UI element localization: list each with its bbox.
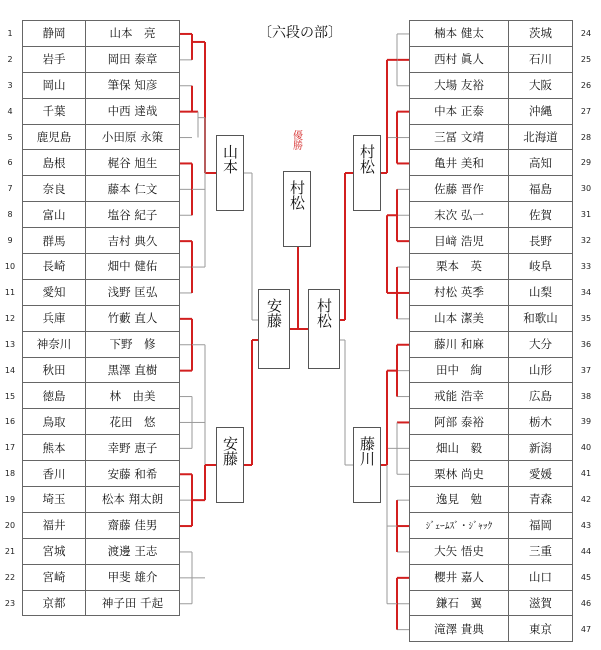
left-entry-pref: 岩手 <box>23 46 86 72</box>
left-entry-name: 中西 達哉 <box>86 98 180 124</box>
left-entry-name: 畑中 健佑 <box>86 254 180 280</box>
left-entry-name: 梶谷 旭生 <box>86 150 180 176</box>
left-seed-number: 7 <box>7 184 13 194</box>
left-entry-pref: 熊本 <box>23 435 86 461</box>
left-entry-pref: 奈良 <box>23 176 86 202</box>
left-entry-pref: 兵庫 <box>23 305 86 331</box>
right-seed-number: 33 <box>580 262 592 272</box>
left-entry-name: 塩谷 紀子 <box>86 202 180 228</box>
left-seed-number: 4 <box>7 106 13 116</box>
right-seed-number: 31 <box>580 210 592 220</box>
right-seed-number: 29 <box>580 158 592 168</box>
left-entry-name: 小田原 永策 <box>86 124 180 150</box>
right-seed-number: 24 <box>580 28 592 38</box>
left-lower-winner-box <box>216 427 244 503</box>
right-seed-number: 25 <box>580 54 592 64</box>
left-entry-pref: 千葉 <box>23 98 86 124</box>
right-entry-pref: 長野 <box>509 228 573 254</box>
right-entry-pref: 山口 <box>509 564 573 590</box>
left-seed-number: 22 <box>4 572 16 582</box>
left-entry-pref: 埼玉 <box>23 487 86 513</box>
left-seed-number: 21 <box>4 546 16 556</box>
left-entry-pref: 島根 <box>23 150 86 176</box>
right-seed-number: 30 <box>580 184 592 194</box>
right-seed-number: 42 <box>580 495 592 505</box>
left-entry-pref: 宮城 <box>23 538 86 564</box>
right-seed-number: 45 <box>580 572 592 582</box>
right-seed-number: 43 <box>580 521 592 531</box>
right-entry-pref: 東京 <box>509 616 573 642</box>
right-seed-number: 35 <box>580 313 592 323</box>
right-seed-number: 32 <box>580 236 592 246</box>
right-entry-name: 藤川 和麻 <box>410 331 509 357</box>
left-entry-pref: 岡山 <box>23 72 86 98</box>
left-entry-name: 黒澤 直樹 <box>86 357 180 383</box>
right-seed-number: 47 <box>580 624 592 634</box>
right-entry-pref: 岐阜 <box>509 254 573 280</box>
right-entry-pref: 北海道 <box>509 124 573 150</box>
champion-box <box>283 171 311 247</box>
left-final-winner-name: 安藤 <box>265 298 283 328</box>
right-entry-name: 三冨 文靖 <box>410 124 509 150</box>
right-entry-pref: 石川 <box>509 46 573 72</box>
left-entry-name: 花田 悠 <box>86 409 180 435</box>
right-entry-pref: 大阪 <box>509 72 573 98</box>
left-entry-name: 安藤 和希 <box>86 461 180 487</box>
right-entry-name: 櫻井 嘉人 <box>410 564 509 590</box>
left-entry-pref: 長崎 <box>23 254 86 280</box>
left-entry-pref: 静岡 <box>23 21 86 47</box>
right-entry-name: 村松 英季 <box>410 279 509 305</box>
left-entry-pref: 京都 <box>23 590 86 616</box>
left-entry-name: 浅野 匡弘 <box>86 279 180 305</box>
left-entry-name: 下野 修 <box>86 331 180 357</box>
left-seed-number: 9 <box>7 236 13 246</box>
right-entry-name: 畑山 毅 <box>410 435 509 461</box>
champion-label-text: 優勝 <box>290 130 302 150</box>
left-entry-pref: 香川 <box>23 461 86 487</box>
right-entry-pref: 和歌山 <box>509 305 573 331</box>
division-title: 〔六段の部〕 <box>258 25 342 41</box>
left-seed-number: 19 <box>4 495 16 505</box>
right-entry-name: 栗本 英 <box>410 254 509 280</box>
right-seed-number: 39 <box>580 417 592 427</box>
left-entry-name: 林 由美 <box>86 383 180 409</box>
right-entry-pref: 高知 <box>509 150 573 176</box>
left-entry-name: 吉村 典久 <box>86 228 180 254</box>
left-entry-pref: 鳥取 <box>23 409 86 435</box>
right-entry-name: 山本 潔美 <box>410 305 509 331</box>
right-final-winner-box <box>308 289 340 369</box>
left-seed-number: 1 <box>7 28 13 38</box>
right-seed-number: 37 <box>580 365 592 375</box>
left-upper-winner-box <box>216 135 244 211</box>
right-entry-pref: 福岡 <box>509 512 573 538</box>
right-entry-name: 亀井 美和 <box>410 150 509 176</box>
left-entry-name: 松本 翔太朗 <box>86 487 180 513</box>
right-seed-number: 40 <box>580 443 592 453</box>
right-entry-name: 逸見 勉 <box>410 487 509 513</box>
left-seed-number: 23 <box>4 598 16 608</box>
right-entry-pref: 大分 <box>509 331 573 357</box>
right-seed-number: 36 <box>580 339 592 349</box>
right-entry-pref: 沖縄 <box>509 98 573 124</box>
left-entry-name: 幸野 恵子 <box>86 435 180 461</box>
left-seed-number: 12 <box>4 313 16 323</box>
left-entry-name: 渡邊 王志 <box>86 538 180 564</box>
right-entry-name: 目﨑 浩児 <box>410 228 509 254</box>
right-entry-name: 田中 絢 <box>410 357 509 383</box>
left-entry-name: 岡田 泰章 <box>86 46 180 72</box>
right-entry-pref: 福島 <box>509 176 573 202</box>
left-entry-pref: 福井 <box>23 512 86 538</box>
champion-label <box>283 130 309 154</box>
left-lower-winner-name: 安藤 <box>221 436 239 466</box>
left-seed-number: 5 <box>7 132 13 142</box>
left-upper-winner-name: 山本 <box>221 144 239 174</box>
champion-name: 村松 <box>288 180 306 210</box>
left-entry-pref: 秋田 <box>23 357 86 383</box>
right-upper-winner-name: 村松 <box>358 144 376 174</box>
right-entry-name: 西村 眞人 <box>410 46 509 72</box>
right-entry-name: 大矢 悟史 <box>410 538 509 564</box>
right-entry-name: 楠本 健太 <box>410 21 509 47</box>
left-entry-name: 齋藤 佳男 <box>86 512 180 538</box>
right-entry-name: 鎌石 翼 <box>410 590 509 616</box>
right-upper-winner-box <box>353 135 381 211</box>
right-entry-pref: 山形 <box>509 357 573 383</box>
right-entry-pref: 三重 <box>509 538 573 564</box>
left-seed-number: 6 <box>7 158 13 168</box>
right-final-winner-name: 村松 <box>315 298 333 328</box>
left-seed-number: 2 <box>7 54 13 64</box>
right-entry-name: 滝澤 貴典 <box>410 616 509 642</box>
right-entry-pref: 新潟 <box>509 435 573 461</box>
left-entry-pref: 富山 <box>23 202 86 228</box>
right-entry-name: ｼﾞｪｰﾑｽﾞ・ｼﾞｬｯｸ <box>410 512 509 538</box>
left-seed-number: 17 <box>4 443 16 453</box>
left-entry-pref: 愛知 <box>23 279 86 305</box>
left-seed-number: 20 <box>4 521 16 531</box>
right-entry-name: 佐藤 晋作 <box>410 176 509 202</box>
left-entry-name: 竹藪 直人 <box>86 305 180 331</box>
right-entry-name: 阿部 泰裕 <box>410 409 509 435</box>
left-seed-number: 3 <box>7 80 13 90</box>
right-entry-pref: 広島 <box>509 383 573 409</box>
right-entry-pref: 茨城 <box>509 21 573 47</box>
left-seed-number: 11 <box>4 287 16 297</box>
right-entry-pref: 青森 <box>509 487 573 513</box>
left-seed-number: 15 <box>4 391 16 401</box>
right-seed-number: 28 <box>580 132 592 142</box>
right-entry-name: 戒能 浩幸 <box>410 383 509 409</box>
right-lower-winner-box <box>353 427 381 503</box>
left-entry-pref: 宮崎 <box>23 564 86 590</box>
left-final-winner-box <box>258 289 290 369</box>
left-seed-number: 14 <box>4 365 16 375</box>
right-entry-pref: 栃木 <box>509 409 573 435</box>
right-entry-pref: 山梨 <box>509 279 573 305</box>
right-entry-name: 栗林 尚史 <box>410 461 509 487</box>
left-entry-name: 甲斐 雄介 <box>86 564 180 590</box>
right-lower-winner-name: 藤川 <box>358 436 376 466</box>
right-entry-pref: 佐賀 <box>509 202 573 228</box>
right-seed-number: 27 <box>580 106 592 116</box>
right-entry-pref: 愛媛 <box>509 461 573 487</box>
left-entry-pref: 群馬 <box>23 228 86 254</box>
left-entry-pref: 徳島 <box>23 383 86 409</box>
right-seed-number: 41 <box>580 469 592 479</box>
right-entry-name: 大場 友裕 <box>410 72 509 98</box>
right-seed-number: 26 <box>580 80 592 90</box>
left-seed-number: 10 <box>4 262 16 272</box>
right-entry-name: 中本 正泰 <box>410 98 509 124</box>
left-entry-name: 山本 亮 <box>86 21 180 47</box>
right-seed-number: 34 <box>580 287 592 297</box>
left-entry-pref: 鹿児島 <box>23 124 86 150</box>
left-seed-number: 18 <box>4 469 16 479</box>
left-entry-pref: 神奈川 <box>23 331 86 357</box>
right-seed-number: 46 <box>580 598 592 608</box>
left-entry-name: 神子田 千起 <box>86 590 180 616</box>
left-seed-number: 13 <box>4 339 16 349</box>
left-seed-number: 16 <box>4 417 16 427</box>
left-entry-name: 筆保 知彦 <box>86 72 180 98</box>
left-seed-number: 8 <box>7 210 13 220</box>
right-entry-name: 末次 弘一 <box>410 202 509 228</box>
right-seed-number: 38 <box>580 391 592 401</box>
right-entry-pref: 滋賀 <box>509 590 573 616</box>
right-seed-number: 44 <box>580 546 592 556</box>
left-entry-name: 藤本 仁文 <box>86 176 180 202</box>
